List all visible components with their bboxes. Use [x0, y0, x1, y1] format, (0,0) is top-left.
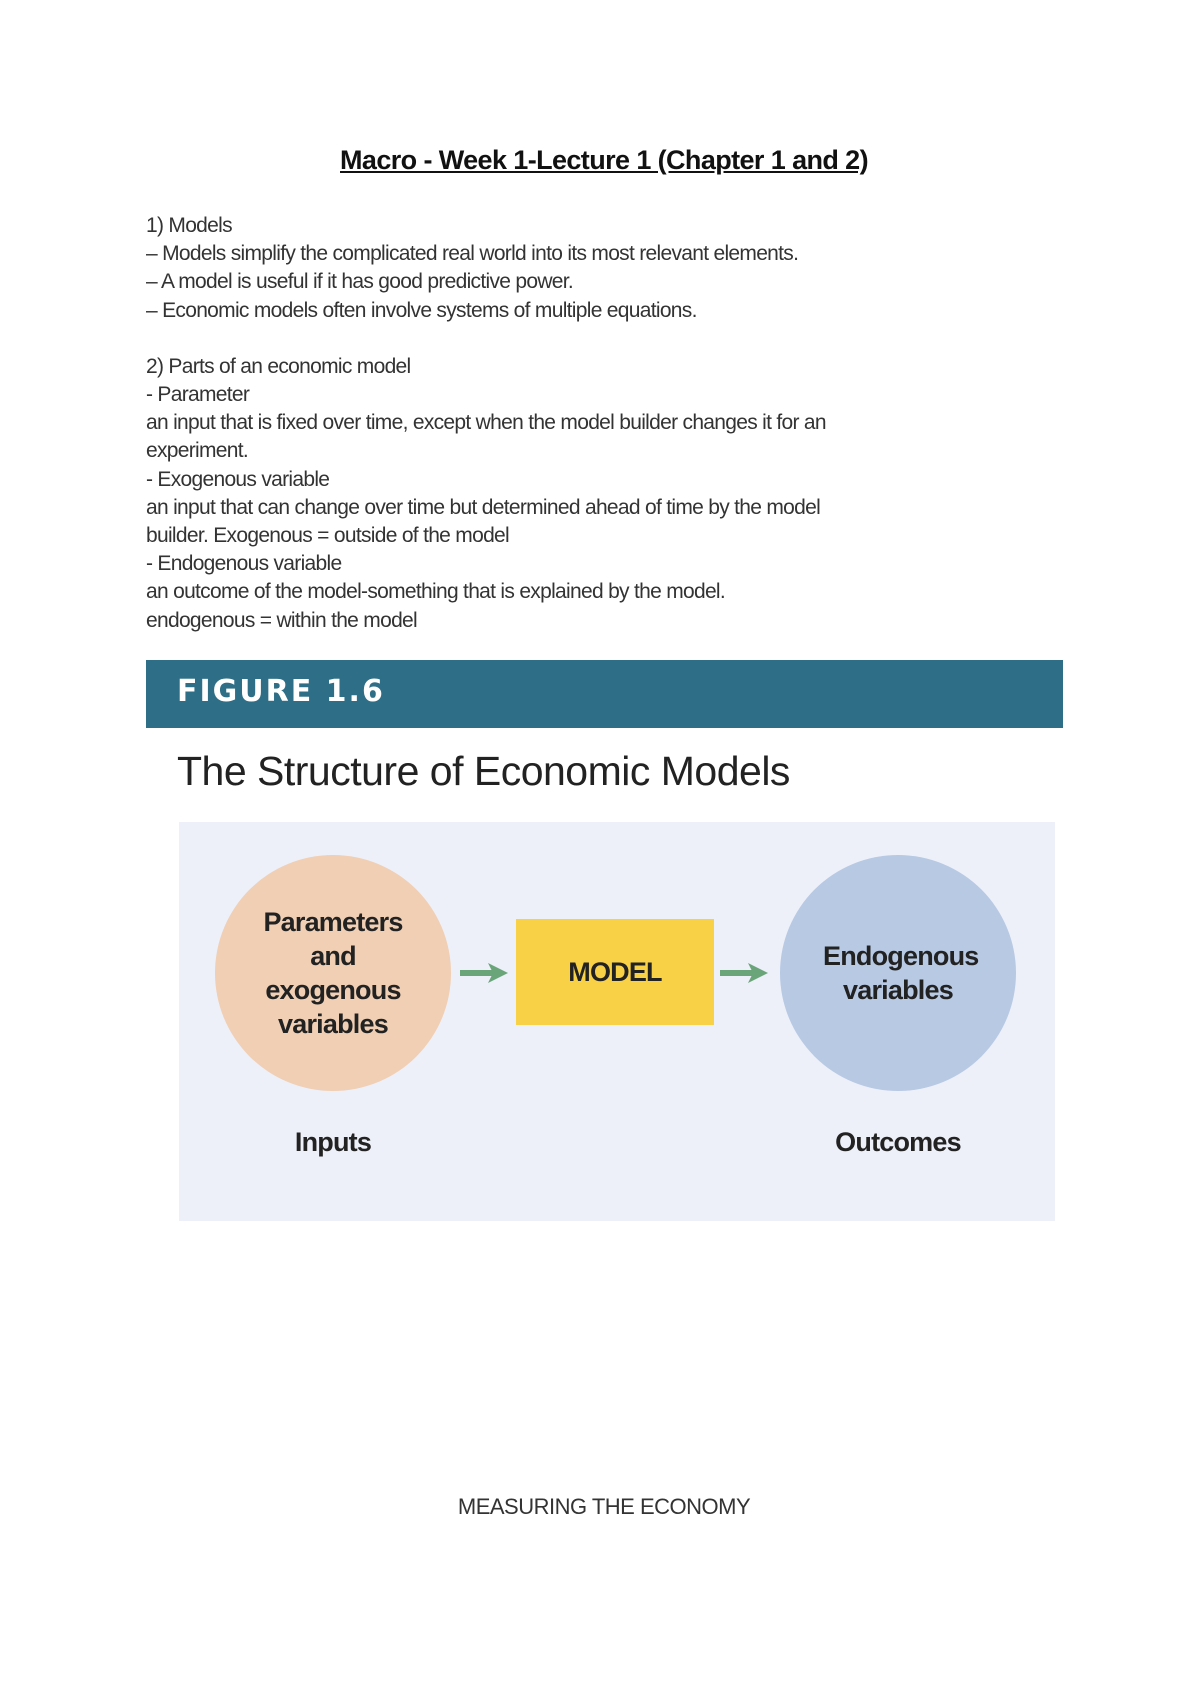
text-line: - Endogenous variable: [146, 552, 342, 576]
arrow-right-icon: [720, 963, 768, 983]
section-heading: 1) Models: [146, 214, 232, 237]
inputs-circle-text: Parameters and exogenous variables: [263, 907, 403, 1039]
text-line: – Models simplify the complicated real world into its most relevant elements.: [146, 242, 799, 266]
text-line: an outcome of the model-something that is explained by the model.: [146, 580, 726, 604]
outcomes-label: Outcomes: [835, 1127, 961, 1157]
text-line: endogenous = within the model: [146, 608, 417, 632]
outcomes-circle-text: Endogenous variables: [823, 941, 979, 1005]
text-line: - Parameter: [146, 383, 250, 407]
inputs-label: Inputs: [294, 1127, 372, 1157]
text-line: an input that can change over time but determined ahead of time by the model: [146, 495, 821, 519]
figure-header-bar: [146, 660, 1063, 728]
inputs-circle: [215, 855, 451, 1091]
figure-title: The Structure of Economic Models: [177, 748, 790, 794]
text-line: – A model is useful if it has good predictive power.: [146, 270, 574, 294]
section-heading: 2) Parts of an economic model: [146, 354, 411, 378]
text-line: an input that is fixed over time, except when the model builder changes it for an: [146, 411, 826, 435]
page-footer: MEASURING THE ECONOMY: [457, 1494, 751, 1519]
text-line: - Exogenous variable: [146, 467, 330, 491]
arrow-right-icon: [460, 963, 508, 983]
model-box: MODEL: [516, 919, 714, 1025]
figure-diagram: [179, 822, 1055, 1221]
document-body: [146, 212, 1046, 635]
text-line: experiment.: [146, 439, 249, 463]
outcomes-circle: [780, 855, 1016, 1091]
text-line: builder. Exogenous = outside of the model: [146, 524, 509, 548]
document-title: Macro - Week 1-Lecture 1 (Chapter 1 and 2): [340, 145, 868, 175]
figure-label: FIGURE 1.6: [177, 674, 385, 709]
text-line: – Economic models often involve systems of multiple equations.: [146, 298, 697, 322]
